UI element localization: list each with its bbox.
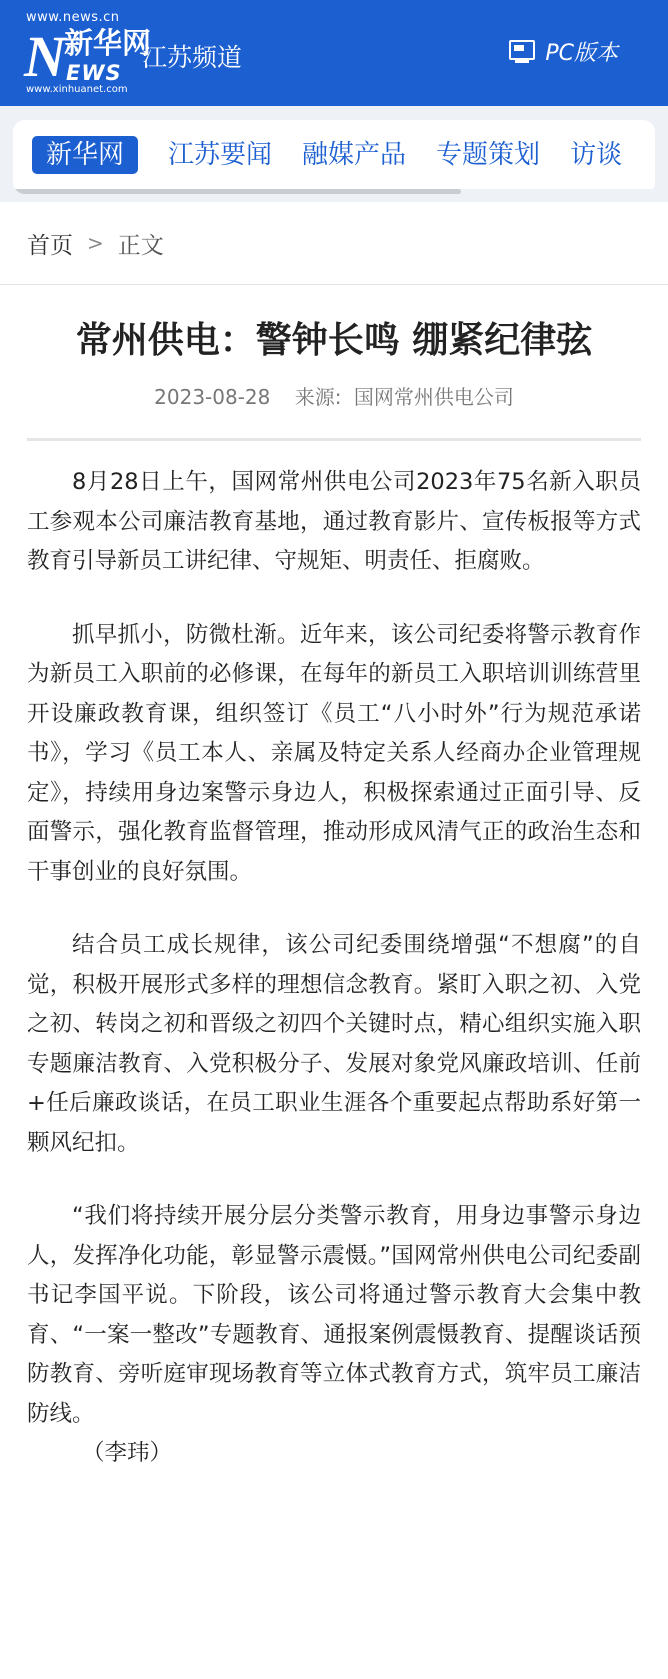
breadcrumb-home[interactable]: 首页 bbox=[27, 232, 73, 259]
nav-bar bbox=[0, 106, 668, 202]
nav-scrollbar[interactable] bbox=[13, 189, 461, 194]
nav-item-special-topics[interactable]: 专题策划 bbox=[436, 140, 541, 170]
article-date: 2023-08-28 bbox=[154, 385, 271, 409]
logo-chinese: 新华网 bbox=[64, 26, 152, 60]
nav-item-interviews[interactable]: 访谈 bbox=[570, 140, 623, 170]
article-paragraph: 抓早抓小，防微杜渐。近年来，该公司纪委将警示教育作为新员工入职前的必修课，在每年的新员工入职培训训练营里开设廉政教育课，组织签订《员工“八小时外”行为规范承诺书》，学习《员工本人、亲属及特定关系人经商办企业管理规定》，持续用身边案警示身边人，积极探索通过正面引导、反面警示，强化教育监督管理，推动形成风清气正的政治生态和干事创业的良好氛围。 bbox=[27, 621, 641, 885]
nav-card[interactable] bbox=[13, 120, 655, 194]
article-source: 国网常州供电公司 bbox=[353, 385, 514, 409]
pc-version-link[interactable] bbox=[509, 36, 618, 67]
article-paragraph: 结合员工成长规律，该公司纪委围绕增强“不想腐”的自觉，积极开展形式多样的理想信念教育。紧盯入职之初、入党之初、转岗之初和晋级之初四个关键时点，精心组织实施入职专题廉洁教育、入党积极分子、发展对象党风廉政培训、任前+任后廉政谈话，在员工职业生涯各个重要起点帮助系好第一颗风纪扣。 bbox=[27, 932, 641, 1156]
breadcrumb-current: 正文 bbox=[117, 232, 164, 259]
site-header bbox=[0, 0, 668, 106]
nav-item-jiangsu-news[interactable]: 江苏要闻 bbox=[168, 140, 273, 170]
logo-english: EWS bbox=[66, 61, 122, 85]
article-author: （李玮） bbox=[82, 1440, 173, 1466]
nav-item-xinhua[interactable]: 新华网 bbox=[32, 136, 138, 174]
pc-version-label: PC版本 bbox=[545, 41, 618, 66]
logo-n-mark: N bbox=[24, 24, 66, 89]
channel-name: 江苏频道 bbox=[142, 43, 243, 72]
nav-item-media-products[interactable]: 融媒产品 bbox=[302, 140, 407, 170]
breadcrumb bbox=[0, 202, 668, 285]
monitor-icon bbox=[509, 40, 535, 64]
article-title: 常州供电：警钟长鸣 绷紧纪律弦 bbox=[75, 320, 593, 361]
logo-url-bottom: www.xinhuanet.com bbox=[26, 84, 128, 95]
article-meta bbox=[0, 381, 668, 410]
article-paragraph: 8月28日上午，国网常州供电公司2023年75名新入职员工参观本公司廉洁教育基地，通过教育影片、宣传板报等方式教育引导新员工讲纪律、守规矩、明责任、拒腐败。 bbox=[27, 469, 641, 574]
source-label: 来源: bbox=[294, 385, 342, 409]
breadcrumb-separator: > bbox=[87, 231, 104, 255]
article-body bbox=[0, 441, 668, 1474]
article-paragraph: “我们将持续开展分层分类警示教育，用身边事警示身边人，发挥净化功能，彰显警示震慑。”国网常州供电公司纪委副书记李国平说。下阶段，该公司将通过警示教育大会集中教育、“一案一整改”专题教育、通报案例震慑教育、提醒谈话预防教育、旁听庭审现场教育等立体式教育方式，筑牢员工廉洁防线。 bbox=[27, 1203, 641, 1427]
xinhua-logo[interactable] bbox=[24, 10, 254, 96]
nav-scroll-track bbox=[13, 189, 655, 194]
logo-url-top: www.news.cn bbox=[26, 10, 120, 25]
